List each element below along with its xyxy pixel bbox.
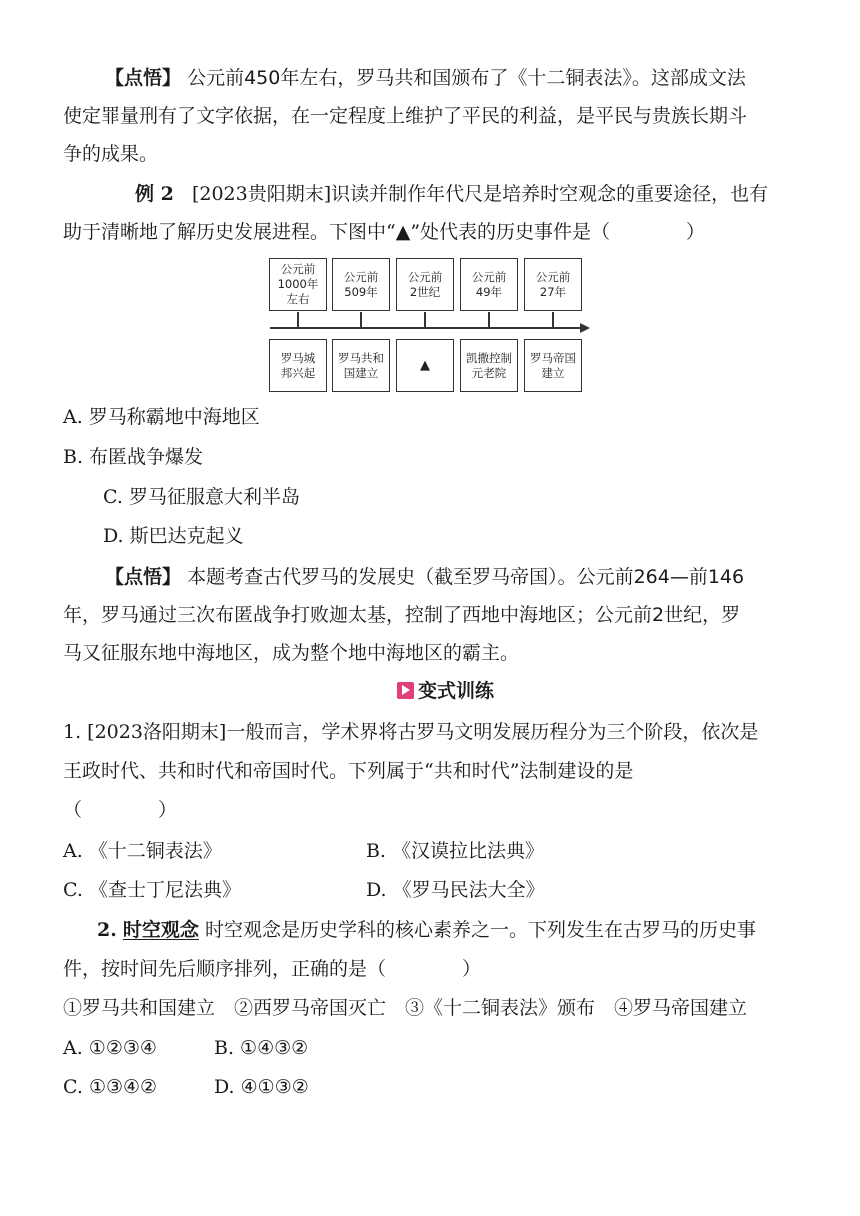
timeline-axis [270,327,582,329]
q1-option-d: D. 《罗马民法大全》 [366,879,545,901]
timeline-event-1: 罗马城 邦兴起 [269,339,327,392]
competency-tag: 时空观念 [122,919,199,941]
q2-option-a: A. ①②③④ [63,1037,157,1059]
timeline-date-5: 公元前 27年 [524,258,582,311]
timeline-event-4: 凯撒控制 元老院 [460,339,518,392]
example-label: 例 2 [135,183,174,205]
timeline-date-3: 公元前 2世纪 [396,258,454,311]
timeline-tick [552,312,554,328]
insight-paragraph-1-line-3: 争的成果。 [63,143,159,165]
example-2-line-2: 助于清晰地了解历史发展进程。下图中“▲”处代表的历史事件是（ ） [63,221,706,243]
timeline-arrow-icon [580,323,590,333]
insight-paragraph-1-line-1: 【点悟】 公元前450年左右，罗马共和国颁布了《十二铜表法》。这部成文法 [105,67,746,89]
option-a: A. 罗马称霸地中海地区 [63,406,260,428]
insight-tag: 【点悟】 [105,67,182,89]
timeline-date-4: 公元前 49年 [460,258,518,311]
q1-option-b: B. 《汉谟拉比法典》 [366,840,545,862]
q2-option-d: D. ④①③② [214,1076,309,1098]
insight-tag: 【点悟】 [105,566,182,588]
insight-paragraph-2-line-2: 年，罗马通过三次布匿战争打败迦太基，控制了西地中海地区；公元前2世纪，罗 [63,604,741,626]
insight-paragraph-2-line-1: 【点悟】 本题考查古代罗马的发展史（截至罗马帝国）。公元前264—前146 [105,566,745,588]
timeline-event-3-triangle: ▲ [396,339,454,392]
option-c: C. 罗马征服意大利半岛 [103,486,300,508]
question-2-line-2: 件，按时间先后顺序排列，正确的是（ ） [63,958,482,980]
question-2-line-1: 2. 时空观念 时空观念是历史学科的核心素养之一。下列发生在古罗马的历史事 [97,919,756,941]
play-icon [397,682,414,699]
option-d: D. 斯巴达克起义 [103,525,244,547]
q2-option-c: C. ①③④② [63,1076,158,1098]
q1-option-c: C. 《查士丁尼法典》 [63,879,241,901]
timeline-tick [424,312,426,328]
question-1-line-2: 王政时代、共和时代和帝国时代。下列属于“共和时代”法制建设的是 [63,760,634,782]
q1-option-a: A. 《十二铜表法》 [63,840,222,862]
q2-option-b: B. ①④③② [214,1037,309,1059]
timeline-tick [297,312,299,328]
timeline-event-5: 罗马帝国 建立 [524,339,582,392]
question-number: 2. [97,919,117,941]
timeline-tick [360,312,362,328]
option-b: B. 布匿战争爆发 [63,446,204,468]
example-2-line-1: 例 2 [2023贵阳期末]识读并制作年代尺是培养时空观念的重要途径，也有 [135,183,769,205]
timeline-tick [488,312,490,328]
section-title: 变式训练 [418,680,495,702]
timeline-date-1: 公元前 1000年 左右 [269,258,327,311]
insight-paragraph-1-line-2: 使定罪量刑有了文字依据，在一定程度上维护了平民的利益，是平民与贵族长期斗 [63,105,748,127]
insight-paragraph-2-line-3: 马又征服东地中海地区，成为整个地中海地区的霸主。 [63,642,520,664]
timeline-date-2: 公元前 509年 [332,258,390,311]
question-1-answer-blank: （ ） [63,799,178,821]
question-1-line-1: 1. [2023洛阳期末]一般而言，学术界将古罗马文明发展历程分为三个阶段，依次是 [63,721,759,743]
timeline-event-2: 罗马共和 国建立 [332,339,390,392]
question-2-events: ①罗马共和国建立 ②西罗马帝国灭亡 ③《十二铜表法》颁布 ④罗马帝国建立 [63,997,748,1019]
